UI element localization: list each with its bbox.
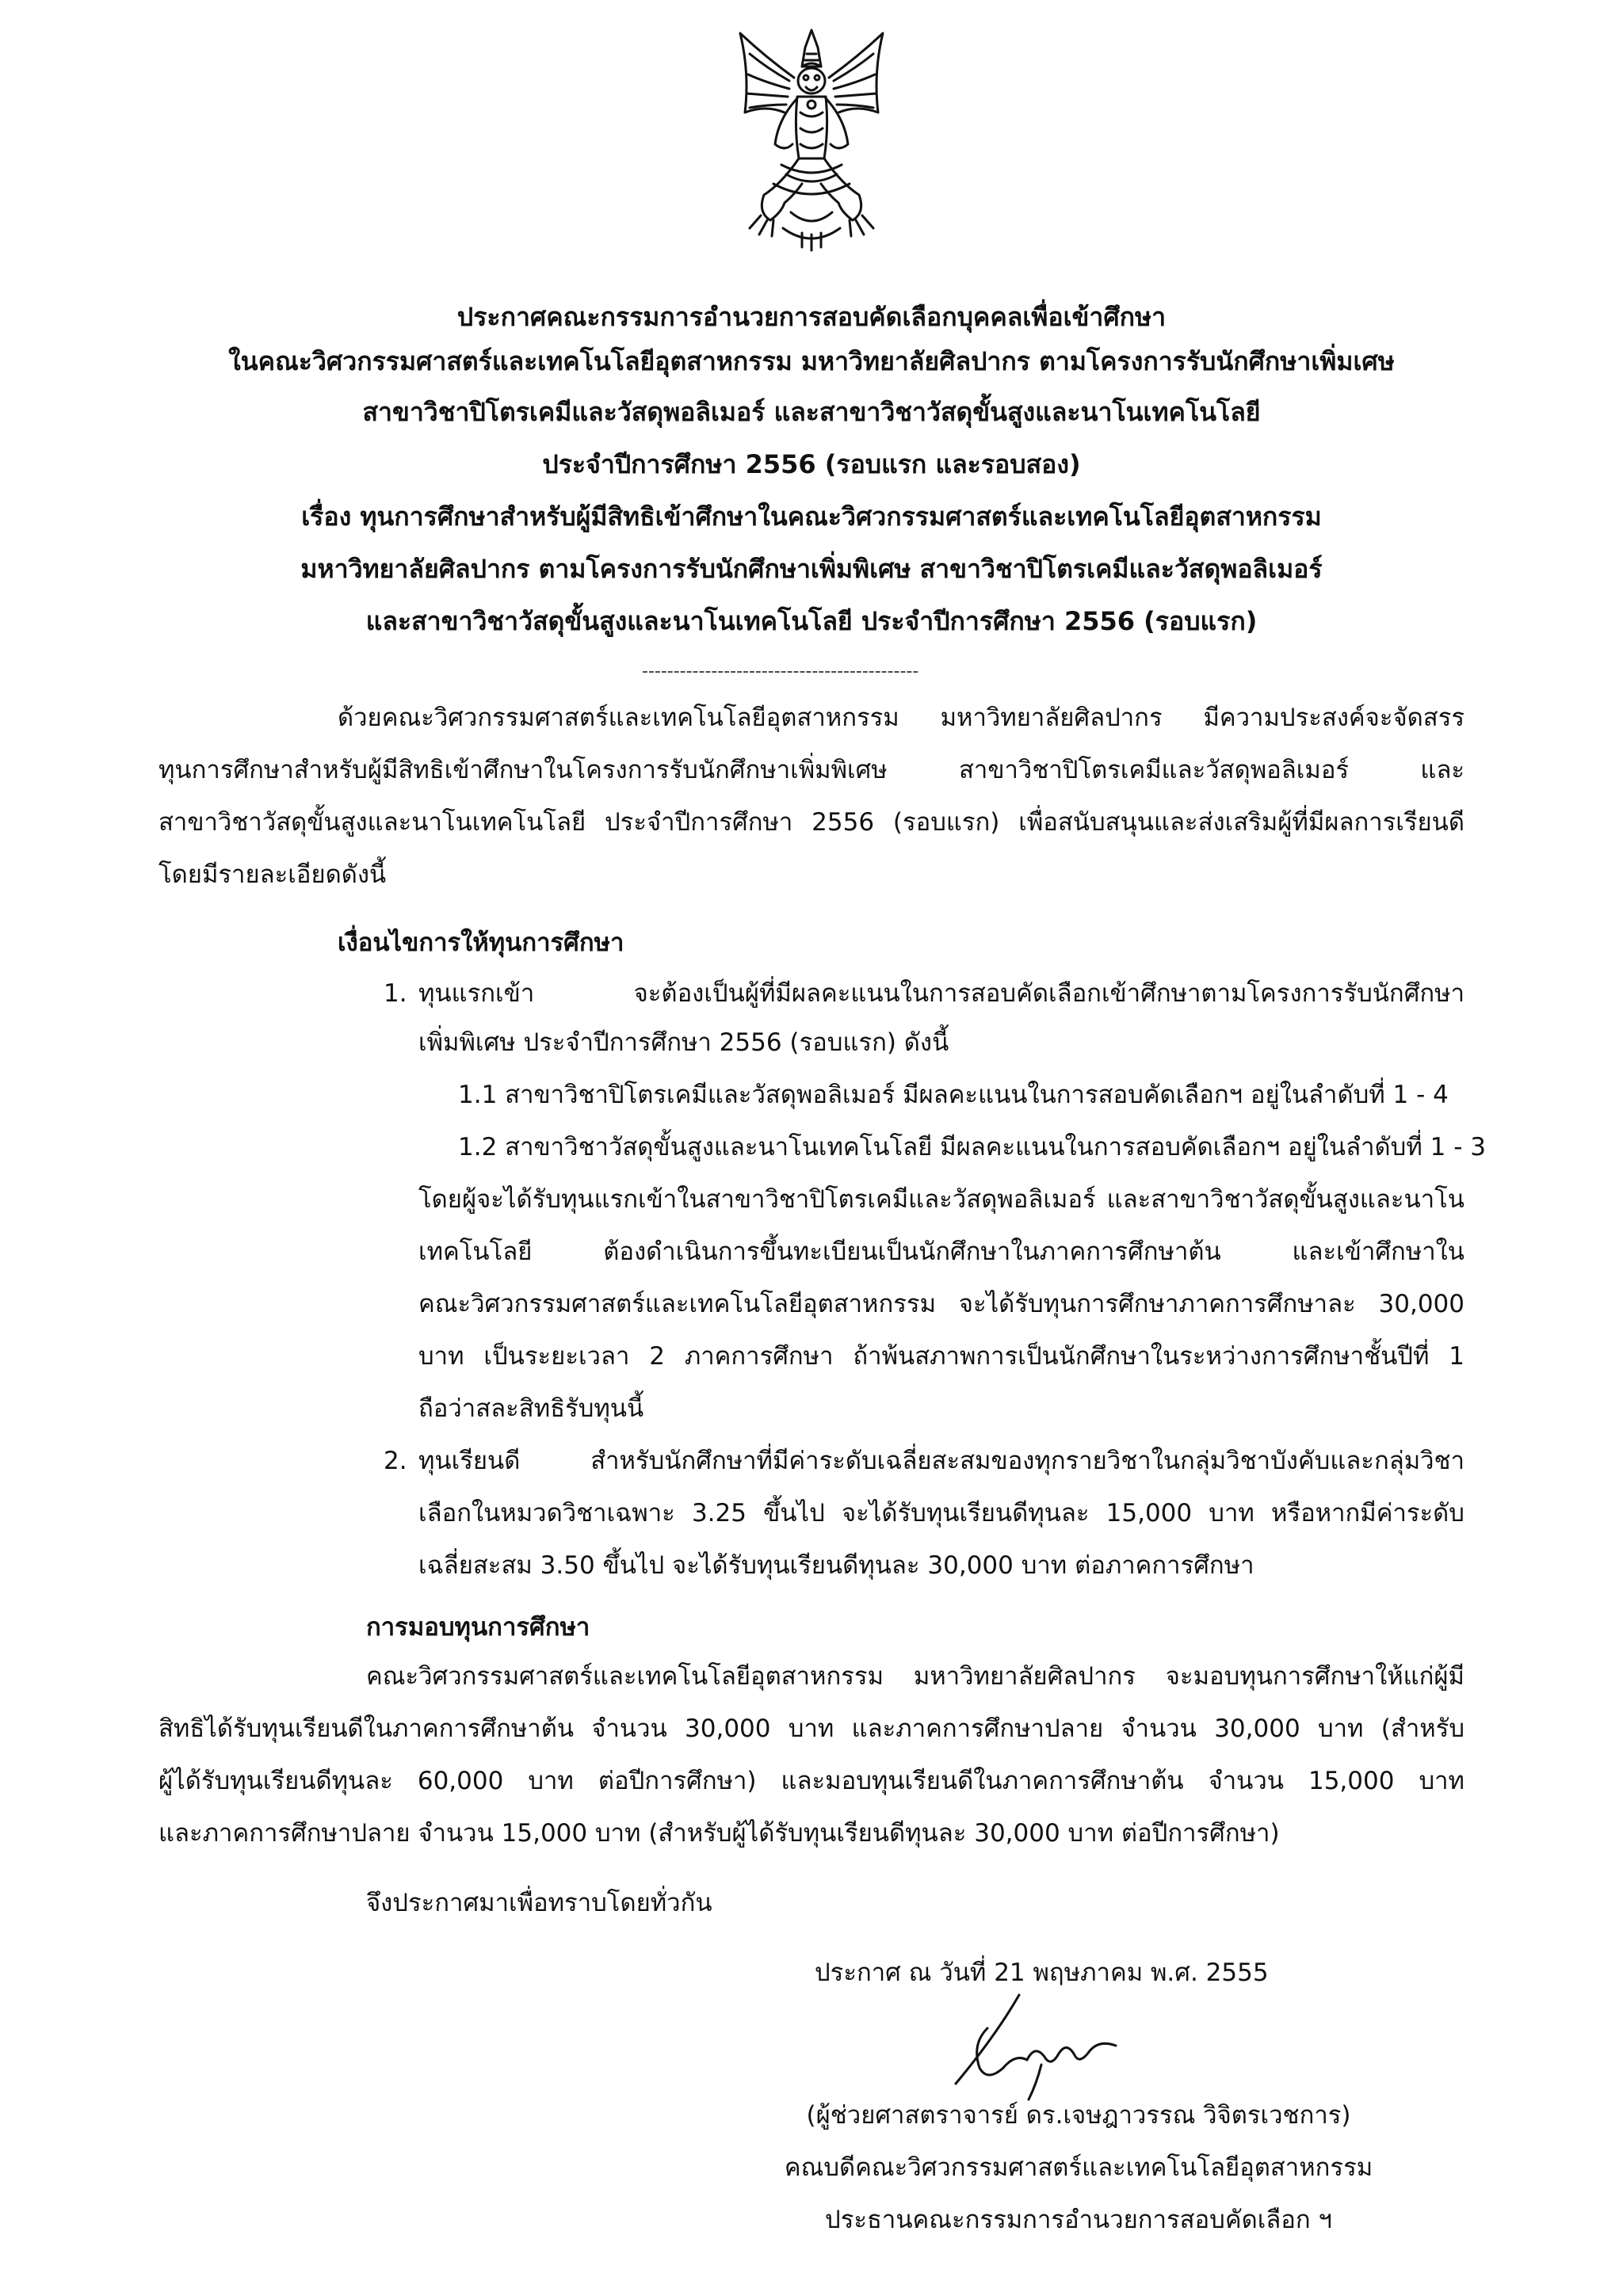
item-1-more-2: เทคโนโลยี ต้องดำเนินการขึ้นทะเบียนเป็นนักศึกษาในภาคการศึกษาต้น และเข้าศึกษาใน	[418, 1238, 1465, 1266]
signatory-title-2: ประธานคณะกรรมการอำนวยการสอบคัดเลือก ฯ	[825, 2206, 1332, 2234]
item-1-sub-2: 1.2 สาขาวิชาวัสดุขั้นสูงและนาโนเทคโนโลยี มีผลคะแนนในการสอบคัดเลือกฯ อยู่ในลำดับที่ 1 - 3	[458, 1133, 1486, 1161]
item-2-line-1: ทุนเรียนดี สำหรับนักศึกษาที่มีค่าระดับเฉลี่ยสะสมของทุกรายวิชาในกลุ่มวิชาบังคับและกลุ่มวิชา	[418, 1447, 1465, 1475]
subject-line-2: มหาวิทยาลัยศิลปากร ตามโครงการรับนักศึกษาเพิ่มพิเศษ สาขาวิชาปิโตรเคมีและวัสดุพอลิเมอร์	[300, 554, 1323, 584]
item-1-number: 1.	[384, 979, 407, 1008]
header-line-1: ประกาศคณะกรรมการอำนวยการสอบคัดเลือกบุคคลเพื่อเข้าศึกษา	[456, 302, 1167, 332]
award-line-1: คณะวิศวกรรมศาสตร์และเทคโนโลยีอุตสาหกรรม มหาวิทยาลัยศิลปากร จะมอบทุนการศึกษาให้แก่ผู้มี	[366, 1662, 1465, 1691]
item-1-more-1: โดยผู้จะได้รับทุนแรกเข้าในสาขาวิชาปิโตรเคมีและวัสดุพอลิเมอร์ และสาขาวิชาวัสดุขั้นสูงและนาโน	[418, 1185, 1465, 1214]
intro-line-1: ด้วยคณะวิศวกรรมศาสตร์และเทคโนโลยีอุตสาหกรรม มหาวิทยาลัยศิลปากร มีความประสงค์จะจัดสรร	[338, 704, 1465, 732]
item-2-line-2: เลือกในหมวดวิชาเฉพาะ 3.25 ขึ้นไป จะได้รับทุนเรียนดีทุนละ 15,000 บาท หรือหากมีค่าระดับ	[418, 1499, 1465, 1527]
header-line-2: ในคณะวิศวกรรมศาสตร์และเทคโนโลยีอุตสาหกรรม มหาวิทยาลัยศิลปากร ตามโครงการรับนักศึกษาเพิ่มเศษ	[228, 346, 1395, 376]
award-line-4: และภาคการศึกษาปลาย จำนวน 15,000 บาท (สำหรับผู้ได้รับทุนเรียนดีทุนละ 30,000 บาท ต่อปีการศึกษา)	[158, 1819, 1280, 1848]
subject-line-1: เรื่อง ทุนการศึกษาสำหรับผู้มีสิทธิเข้าศึกษาในคณะวิศวกรรมศาสตร์และเทคโนโลยีอุตสาหกรรม	[301, 502, 1322, 532]
award-heading: การมอบทุนการศึกษา	[366, 1613, 590, 1642]
item-1-more-5: ถือว่าสละสิทธิรับทุนนี้	[418, 1394, 644, 1423]
item-1-more-4: บาท เป็นระยะเวลา 2 ภาคการศึกษา ถ้าพ้นสภาพการเป็นนักศึกษาในระหว่างการศึกษาชั้นปีที่ 1	[418, 1342, 1465, 1371]
closing-text: จึงประกาศมาเพื่อทราบโดยทั่วกัน	[366, 1889, 712, 1917]
item-1-more-3: คณะวิศวกรรมศาสตร์และเทคโนโลยีอุตสาหกรรม จะได้รับทุนการศึกษาภาคการศึกษาละ 30,000	[418, 1290, 1465, 1318]
item-1-sub-1: 1.1 สาขาวิชาปิโตรเคมีและวัสดุพอลิเมอร์ มีผลคะแนนในการสอบคัดเลือกฯ อยู่ในลำดับที่ 1 - 4	[458, 1081, 1449, 1109]
announcement-date: ประกาศ ณ วันที่ 21 พฤษภาคม พ.ศ. 2555	[815, 1958, 1269, 1987]
signatory-title-1: คณบดีคณะวิศวกรรมศาสตร์และเทคโนโลยีอุตสาหกรรม	[784, 2153, 1373, 2182]
intro-line-3: สาขาวิชาวัสดุขั้นสูงและนาโนเทคโนโลยี ประจำปีการศึกษา 2556 (รอบแรก) เพื่อสนับสนุนและส่งเสริมผู้ที่มีผลการเรียนดี	[158, 808, 1465, 837]
award-line-3: ผู้ได้รับทุนเรียนดีทุนละ 60,000 บาท ต่อปีการศึกษา) และมอบทุนเรียนดีในภาคการศึกษาต้น จำนวน 15,000 บาท	[158, 1767, 1465, 1795]
header-separator: --------------------------------------------	[642, 662, 919, 681]
item-2-number: 2.	[384, 1447, 407, 1475]
header-line-4: ประจำปีการศึกษา 2556 (รอบแรก และรอบสอง)	[542, 449, 1081, 479]
header-line-3: สาขาวิชาปิโตรเคมีและวัสดุพอลิเมอร์ และสาขาวิชาวัสดุขั้นสูงและนาโนเทคโนโลยี	[362, 397, 1261, 427]
intro-line-4: โดยมีรายละเอียดดังนี้	[158, 860, 387, 889]
intro-line-2: ทุนการศึกษาสำหรับผู้มีสิทธิเข้าศึกษาในโครงการรับนักศึกษาเพิ่มพิเศษ สาขาวิชาปิโตรเคมีและวัสดุพอลิเมอร์ และ	[158, 756, 1465, 784]
subject-line-3: และสาขาวิชาวัสดุขั้นสูงและนาโนเทคโนโลยี ประจำปีการศึกษา 2556 (รอบแรก)	[365, 606, 1258, 636]
award-line-2: สิทธิได้รับทุนเรียนดีในภาคการศึกษาต้น จำนวน 30,000 บาท และภาคการศึกษาปลาย จำนวน 30,000 บาท (สำหรับ	[158, 1714, 1465, 1743]
handwritten-signature-icon	[940, 1989, 1122, 2107]
signatory-name: (ผู้ช่วยศาสตราจารย์ ดร.เจษฎาวรรณ วิจิตรเวชการ)	[806, 2101, 1351, 2130]
item-1-line-2: เพิ่มพิเศษ ประจำปีการศึกษา 2556 (รอบแรก) ดังนี้	[418, 1028, 949, 1057]
item-2-line-3: เฉลี่ยสะสม 3.50 ขึ้นไป จะได้รับทุนเรียนดีทุนละ 30,000 บาท ต่อภาคการศึกษา	[418, 1551, 1254, 1580]
garuda-emblem-icon	[726, 25, 897, 255]
conditions-heading: เงื่อนไขการให้ทุนการศึกษา	[338, 929, 624, 957]
item-1-line-1: ทุนแรกเข้า จะต้องเป็นผู้ที่มีผลคะแนนในการสอบคัดเลือกเข้าศึกษาตามโครงการรับนักศึกษา	[418, 979, 1465, 1008]
